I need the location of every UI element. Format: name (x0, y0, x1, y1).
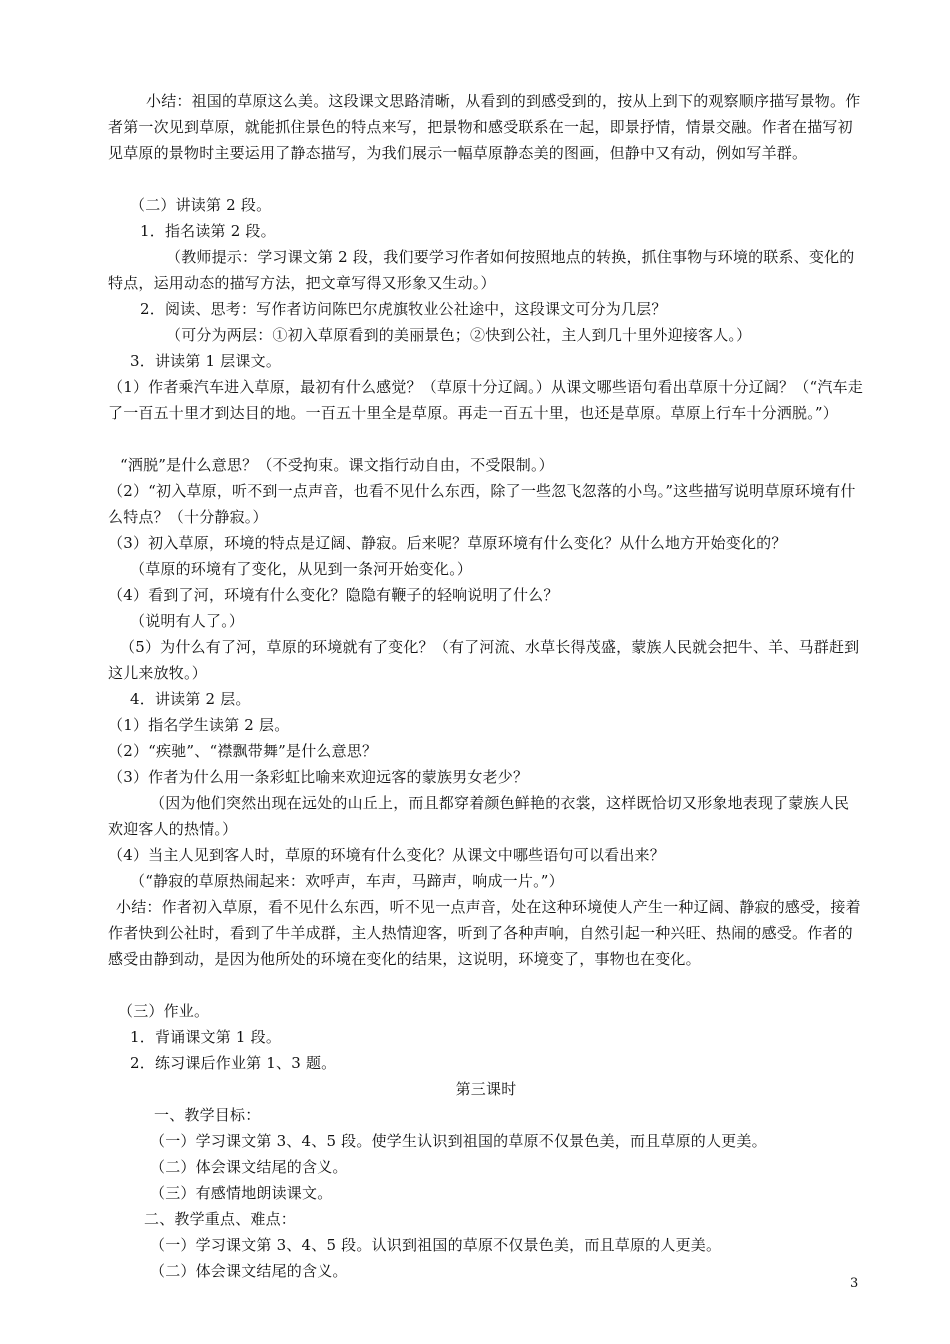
layer-answer: （可分为两层：①初入草原看到的美丽景色；②快到公社，主人到几十里外迎接客人。） (166, 326, 752, 344)
answer-4-4: （“静寂的草原热闹起来：欢呼声，车声，马蹄声，响成一片。”） (130, 872, 564, 890)
answer-4-3: （因为他们突然出现在远处的山丘上，而且都穿着颜色鲜艳的衣裳，这样既恰切又形象地表现了蒙族人民欢迎客人的热情。） (108, 794, 850, 838)
objective-3: （三）有感情地朗读课文。 (150, 1184, 333, 1202)
item-4-4: （4）当主人见到客人时，草原的环境有什么变化？从课文中哪些语句可以看出来？ (108, 846, 665, 864)
keypoints-heading: 二、教学重点、难点： (144, 1210, 297, 1228)
step-2: 2．阅读、思考：写作者访问陈巴尔虎旗牧业公社途中，这段课文可分为几层？ (140, 300, 667, 318)
step-1: 1．指名读第 2 段。 (140, 222, 276, 240)
homework-1: 1．背诵课文第 1 段。 (130, 1028, 282, 1046)
question-5: （5）为什么有了河，草原的环境就有了变化？（有了河流、水草长得茂盛，蒙族人民就会把牛、羊、马群赶到这儿来放牧。） (108, 638, 860, 682)
keypoint-1: （一）学习课文第 3、4、5 段。认识到祖国的草原不仅景色美，而且草原的人更美。 (150, 1236, 722, 1254)
question-sasuo: “洒脱”是什么意思？（不受拘束。课文指行动自由，不受限制。） (120, 456, 554, 474)
step-4: 4．讲读第 2 层。 (130, 690, 251, 708)
lesson-title: 第三课时 (455, 1080, 517, 1098)
answer-4: （说明有人了。） (130, 612, 245, 630)
question-2: （2）“初入草原，听不到一点声音，也看不见什么东西，除了一些忽飞忽落的小鸟。”这些描写说明草原环境有什么特点？（十分静寂。） (108, 482, 856, 526)
item-4-1: （1）指名学生读第 2 层。 (108, 716, 290, 734)
objectives-heading: 一、教学目标： (154, 1106, 261, 1124)
section-heading-2: （二）讲读第 2 段。 (130, 196, 272, 214)
summary-paragraph-2: 小结：作者初入草原，看不见什么东西，听不见一点声音，处在这种环境使人产生一种辽阔、静寂的感受，接着作者快到公社时，看到了牛羊成群，主人热情迎客，听到了各种声响，自然引起一种兴旺、热闹的感受。作者的感受由静到动，是因为他所处的环境在变化的结果，这说明，环境变了，事物也在变化。 (108, 898, 861, 968)
answer-3: （草原的环境有了变化，从见到一条河开始变化。） (130, 560, 473, 578)
summary-paragraph-1: 小结：祖国的草原这么美。这段课文思路清晰，从看到的到感受到的，按从上到下的观察顺序描写景物。作者第一次见到草原，就能抓住景色的特点来写，把景物和感受联系在一起，即景抒情，情景交融。作者在描写初见草原的景物时主要运用了静态描写，为我们展示一幅草原静态美的图画，但静中又有动，例如写羊群。 (108, 92, 861, 162)
teacher-tip: （教师提示：学习课文第 2 段，我们要学习作者如何按照地点的转换，抓住事物与环境的联系、变化的特点，运用动态的描写方法，把文章写得又形象又生动。） (108, 248, 855, 292)
section-heading-3: （三）作业。 (118, 1002, 210, 1020)
step-3: 3．讲读第 1 层课文。 (130, 352, 282, 370)
keypoint-2: （二）体会课文结尾的含义。 (150, 1262, 348, 1280)
item-4-3: （3）作者为什么用一条彩虹比喻来欢迎远客的蒙族男女老少？ (108, 768, 529, 786)
question-4: （4）看到了河，环境有什么变化？隐隐有鞭子的轻响说明了什么？ (108, 586, 559, 604)
question-3: （3）初入草原，环境的特点是辽阔、静寂。后来呢？草原环境有什么变化？从什么地方开始变化的？ (108, 534, 787, 552)
page-number: 3 (850, 1276, 859, 1291)
item-4-2: （2）“疾驰”、“襟飘带舞”是什么意思？ (108, 742, 378, 760)
homework-2: 2．练习课后作业第 1、3 题。 (130, 1054, 337, 1072)
objective-1: （一）学习课文第 3、4、5 段。使学生认识到祖国的草原不仅景色美，而且草原的人更美。 (150, 1132, 767, 1150)
question-1: （1）作者乘汽车进入草原，最初有什么感觉？（草原十分辽阔。）从课文哪些语句看出草原十分辽阔？（“汽车走了一百五十里才到达目的地。一百五十里全是草原。再走一百五十里，也还是草原。草原上行车十分洒脱。”） (108, 378, 863, 422)
objective-2: （二）体会课文结尾的含义。 (150, 1158, 348, 1176)
